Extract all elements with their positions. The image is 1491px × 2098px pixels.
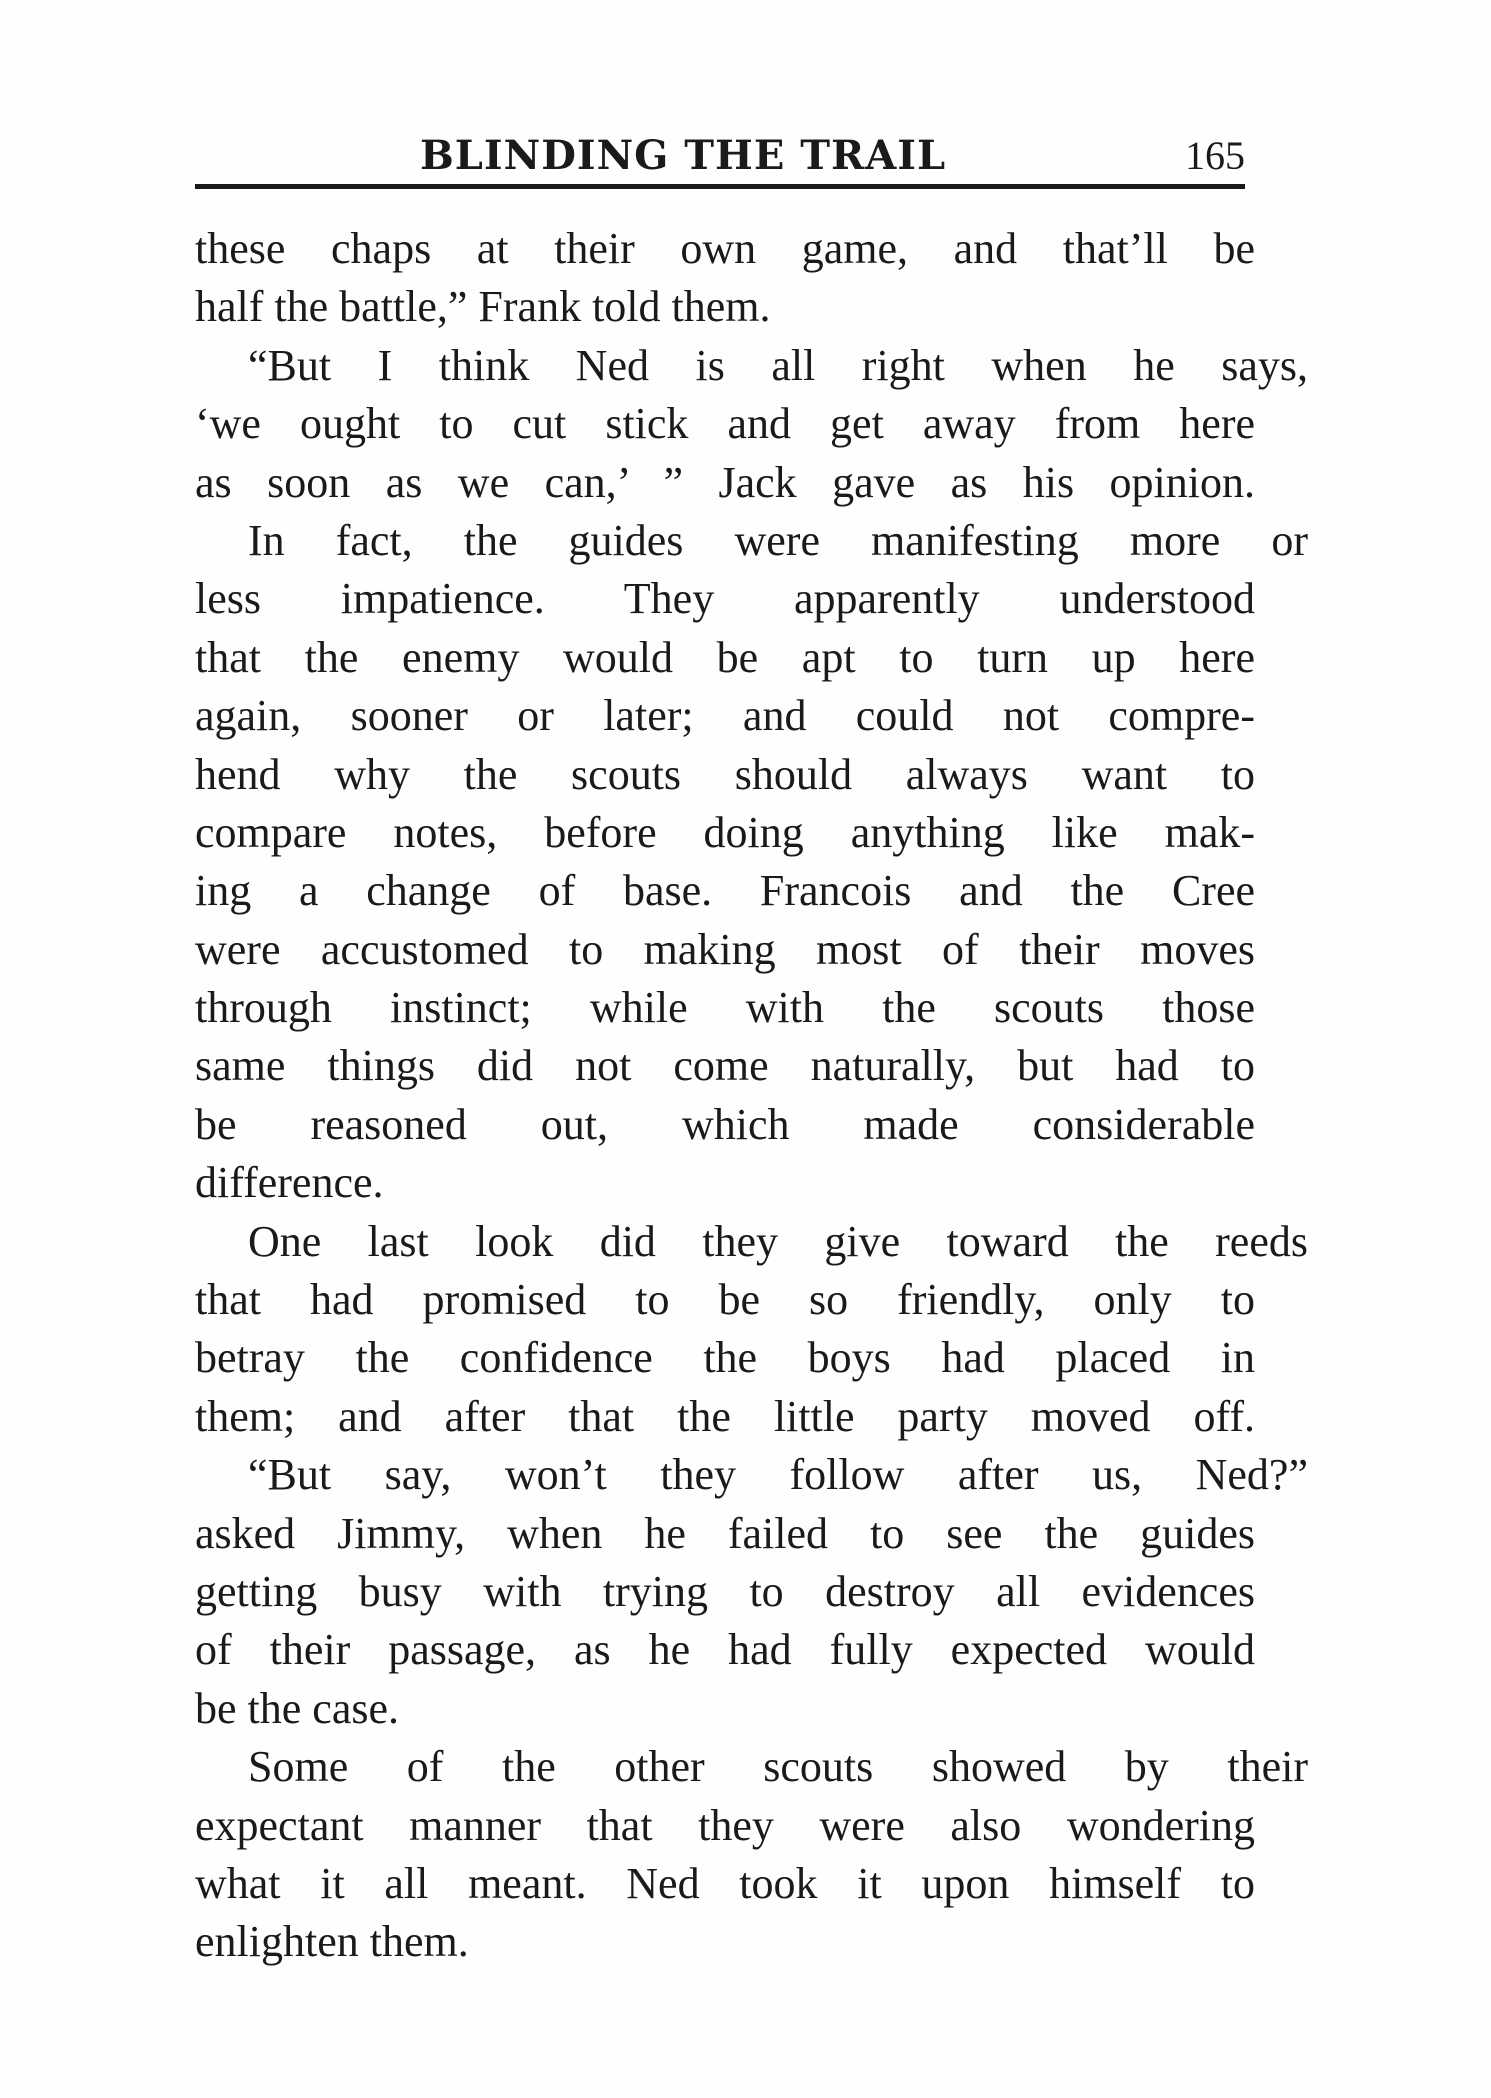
text-line: In fact, the guides were manifesting more or	[248, 515, 1308, 565]
text-line: “But say, won’t they follow after us, Ned?”	[248, 1450, 1308, 1500]
text-line: that had promised to be so friendly, only to	[195, 1275, 1255, 1325]
text-line: One last look did they give toward the reeds	[248, 1216, 1308, 1266]
text-line: hend why the scouts should always want to	[195, 749, 1255, 799]
text-line: these chaps at their own game, and that’ll be	[195, 224, 1255, 273]
text-line: be reasoned out, which made considerable	[195, 1099, 1255, 1149]
text-line: ‘we ought to cut stick and get away from here	[195, 399, 1255, 449]
text-line: less impatience. They apparently understood	[195, 574, 1255, 624]
text-line: compare notes, before doing anything like mak-	[195, 807, 1255, 857]
text-line: were accustomed to making most of their moves	[195, 924, 1255, 974]
text-line: as soon as we can,’ ” Jack gave as his opinion.	[195, 457, 1255, 507]
text-line: ing a change of base. Francois and the Cree	[195, 866, 1255, 916]
text-line: betray the confidence the boys had placed in	[195, 1333, 1255, 1383]
text-line: them; and after that the little party moved off.	[195, 1391, 1255, 1441]
running-head	[195, 128, 1245, 184]
body-text	[195, 220, 1308, 1972]
page-number: 165	[1185, 133, 1245, 178]
text-line: of their passage, as he had fully expected would	[195, 1625, 1255, 1675]
text-line: enlighten them.	[195, 1917, 469, 1967]
text-line: asked Jimmy, when he failed to see the guides	[195, 1508, 1255, 1558]
text-line: that the enemy would be apt to turn up here	[195, 632, 1255, 682]
text-line: be the case.	[195, 1683, 399, 1733]
running-title: BLINDING THE TRAIL	[420, 132, 947, 179]
text-line: what it all meant. Ned took it upon himself to	[195, 1858, 1255, 1908]
text-line: expectant manner that they were also wondering	[195, 1800, 1255, 1850]
text-line: getting busy with trying to destroy all evidences	[195, 1566, 1255, 1616]
text-line: again, sooner or later; and could not compre-	[195, 691, 1255, 741]
text-line: same things did not come naturally, but had to	[195, 1041, 1255, 1091]
text-line: difference.	[195, 1158, 384, 1208]
header-rule	[195, 184, 1245, 189]
text-line: “But I think Ned is all right when he says,	[248, 340, 1308, 390]
text-line: Some of the other scouts showed by their	[248, 1742, 1308, 1792]
text-line: through instinct; while with the scouts those	[195, 983, 1255, 1033]
text-line: half the battle,” Frank told them.	[195, 282, 771, 332]
